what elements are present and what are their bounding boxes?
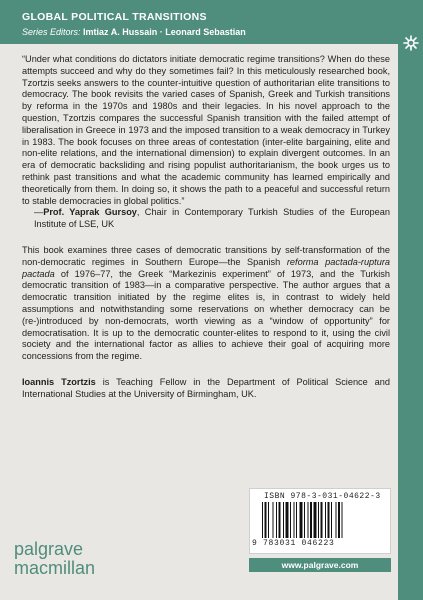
publisher-website: www.palgrave.com [249, 558, 391, 572]
publisher-logo: palgrave macmillan [14, 539, 96, 578]
barcode-icon [260, 502, 380, 538]
isbn-barcode [249, 488, 391, 554]
author-bio: Ioannis Tzortzis is Teaching Fellow in the Department of Political Science and International Studies at the University of Birmingham, UK. [22, 376, 390, 399]
author-name: Ioannis Tzortzis [22, 376, 96, 387]
quote-author-role: , Chair in Contemporary Turkish Studies of the European Institute of LSE, UK [34, 207, 390, 230]
springer-horse-icon [398, 30, 423, 55]
series-title: GLOBAL POLITICAL TRANSITIONS [22, 11, 207, 23]
quote-text: “Under what conditions do dictators initiate democratic regime transitions? When do these attempts succeed and why do they sometimes fail? In this meticulously researched book, Tzortzis seeks answers to the counter-intuitive question of authoritarian elite transitions to democracy. The book revisits the varied cases of Spanish, Greek and Turkish transitions by reforma in the 1970s and 1980s and their legacies. In his novel approach to the question, Tzortzis compares the successful Spanish transition with the failed attempt of liberalisation in Greece in 1973 and the imposed transition to a weak democracy in Turkey in 1983. The book focuses on three areas of contestation (inter-elite bargaining, elite and non-elite relations, and the international dimension) to explain divergent outcomes. In an era of democratic backsliding and rising populist authoritarianism, the book urges us to rethink past transitions and what the academic community has learned empirically and theoretically from them. In doing so, it shows the path to a peaceful and successful return to stable democracies in global politics.” [22, 54, 390, 206]
back-cover-text [22, 54, 390, 401]
quote-author: Prof. Yaprak Gursoy [43, 207, 137, 218]
series-editors [22, 27, 246, 37]
isbn-number: 9 783031 046223 [252, 539, 335, 548]
spine-color-strip [398, 0, 423, 600]
quote-attribution: —Prof. Yaprak Gursoy, Chair in Contemporary Turkish Studies of the European Institute of LSE, UK [34, 207, 390, 230]
series-editors-label: Series Editors: [22, 27, 81, 37]
isbn-label: ISBN 978-3-031-04622-3 [264, 492, 381, 501]
endorsement-quote [22, 54, 390, 231]
book-description: This book examines three cases of democratic transitions by self-transformation of the non-democratic regimes in Southern Europe—the Spanish reforma pactada-ruptura pactada of 1976–77, the Greek “Markezinis experiment” of 1973, and the Turkish democratic transition of 1983—in a comparative perspective. The author argues that a democratic transition initiated by the regime elites is, in contrast to widely held assumptions and notwithstanding some reservations on whether democracy can be (re-)introduced by non-democrats, worth viewing as a “window of opportunity” for democratisation. It is up to the democratic counter-elites to respond to it, using the civil society and the international factor as allies to achieve their goal of acquiring more concessions from the regime. [22, 244, 390, 362]
back-cover-footer [0, 488, 398, 600]
series-editors-names: Imtiaz A. Hussain · Leonard Sebastian [83, 27, 246, 37]
series-header [0, 0, 398, 44]
